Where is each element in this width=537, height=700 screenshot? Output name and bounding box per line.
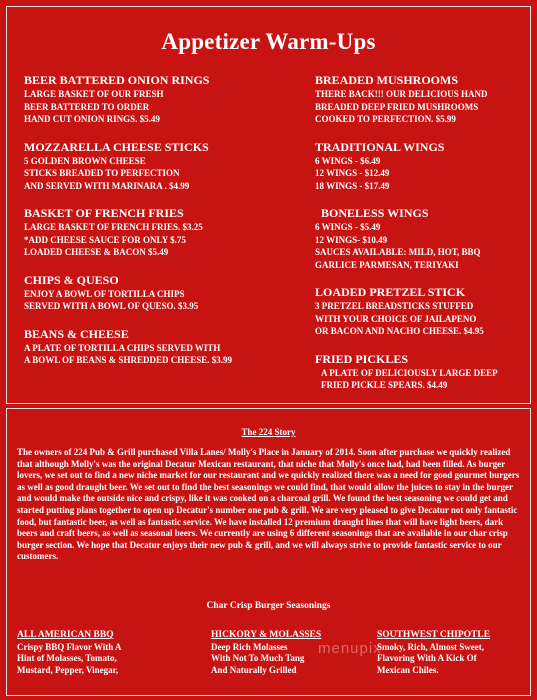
right-column xyxy=(315,73,530,406)
menu-item-description xyxy=(315,300,530,338)
description-line: ENJOY A BOWL OF TORTILLA CHIPS xyxy=(24,288,185,299)
description-line: 12 WINGS- $10.49 xyxy=(315,234,388,245)
seasoning-item xyxy=(17,630,187,676)
description-line: SAUCES AVAILABLE: MILD, HOT, BBQ xyxy=(315,247,481,257)
left-column xyxy=(24,73,304,381)
seasoning-line: And Naturally Grilled xyxy=(211,664,297,675)
description-line: LARGE BASKET OF FRENCH FRIES. $3.25 xyxy=(24,222,203,232)
description-line: 6 WINGS - $6.49 xyxy=(315,155,381,166)
description-line: GARLICE PARMESAN, TERIYAKI xyxy=(315,259,459,270)
description-line: HAND CUT ONION RINGS. $5.49 xyxy=(24,114,160,124)
description-line: SERVED WITH A BOWL OF QUESO. $3.95 xyxy=(24,301,199,311)
description-line: BEER BATTERED TO ORDER xyxy=(24,101,150,112)
menu-item-description xyxy=(24,221,304,259)
menu-item-name: CHIPS & QUESO xyxy=(24,272,119,287)
menu-item-name: BEER BATTERED ONION RINGS xyxy=(24,73,210,87)
seasonings-title: Char Crisp Burger Seasonings xyxy=(206,601,331,611)
menu-item xyxy=(24,206,304,259)
menu-item-description xyxy=(24,342,304,367)
menu-item xyxy=(315,285,530,338)
menu-item xyxy=(24,327,304,367)
description-line: A BOWL OF BEANS & SHREDDED CHEESE. $3.99 xyxy=(24,355,232,365)
description-line: A PLATE OF DELICIOUSLY LARGE DEEP xyxy=(321,367,498,378)
menu-item-description xyxy=(315,88,530,126)
menu-item-name: FRIED PICKLES xyxy=(315,351,409,366)
description-line: AND SERVED WITH MARINARA . $4.99 xyxy=(24,180,190,191)
seasoning-name: ALL AMERICAN BBQ xyxy=(17,630,114,640)
page-title: Appetizer Warm-Ups xyxy=(161,29,376,54)
description-line: 12 WINGS - $12.49 xyxy=(315,168,390,178)
description-line: WITH YOUR CHOICE OF JAILAPENO xyxy=(315,313,477,324)
menu-item xyxy=(24,273,304,313)
menu-item xyxy=(24,73,304,126)
description-line: 3 PRETZEL BREADSTICKS STUFFED xyxy=(315,301,474,311)
description-line: STICKS BREADED TO PERFECTION xyxy=(24,168,180,178)
menu-item-description xyxy=(24,88,304,126)
description-line: OR BACON AND NACHO CHEESE. $4.95 xyxy=(315,326,484,336)
description-line: 5 GOLDEN BROWN CHEESE xyxy=(24,155,146,166)
seasoning-line: Hint of Molasses, Tomato, xyxy=(17,653,117,663)
description-line: COOKED TO PERFECTION. $5.99 xyxy=(315,114,456,124)
menu-item-name: MOZZARELLA CHEESE STICKS xyxy=(24,139,209,154)
story-text: The owners of 224 Pub & Grill purchased Villa Lanes/ Molly's Place in January of 2014. Soon after purchase we quickly realized that although Molly's was the original Decatur Mexican restaurant, that niche that Molly's once had, had been filled. As burger lovers, we set out to find a new niche market for our restaurant and we quickly realized there was a need for good gourmet burgers as well as good draught beer. We set out to find the best seasonings we could find, that would allow the juices to stay in the burger and would make the outside nice and crispy, like it was cooked on a charcoal grill. We found the best seasoning we could get and started putting plans together to open up Decatur's number one pub & grill. We are very pleased to give Decatur not only fantastic food, but fantastic beer, as well as fantastic service. We have installed 12 premium draught lines that will have light beers, dark beers and craft beers, as well as seasonal beers. We currently are using 6 different seasonings that are available in our char crisp burger section. We hope that Decatur enjoys their new pub & grill, and we will always strive to provide fantastic service to our customers. xyxy=(17,447,520,562)
appetizer-section xyxy=(6,6,531,404)
description-line: BREADED DEEP FRIED MUSHROOMS xyxy=(315,101,479,112)
description-line: THERE BACK!!! OUR DELICIOUS HAND xyxy=(315,89,488,99)
seasoning-line: Flavoring With A Kick Of xyxy=(377,653,477,663)
description-line: 6 WINGS - $5.49 xyxy=(315,222,381,232)
menu-item xyxy=(315,352,530,392)
menu-item-name: TRADITIONAL WINGS xyxy=(315,139,445,154)
description-line: A PLATE OF TORTILLA CHIPS SERVED WITH xyxy=(24,342,221,353)
description-line: 18 WINGS - $17.49 xyxy=(315,180,390,191)
menu-item-description xyxy=(315,155,530,193)
menu-item-description xyxy=(315,221,530,271)
description-line: LOADED CHEESE & BACON $5.49 xyxy=(24,247,169,257)
seasoning-line: Mustard, Pepper, Vinegar, xyxy=(17,664,119,675)
menu-item-name: LOADED PRETZEL STICK xyxy=(315,285,466,299)
seasoning-name: SOUTHWEST CHIPOTLE xyxy=(377,630,491,640)
seasoning-line: Mexican Chiles. xyxy=(377,664,439,675)
menu-item-description xyxy=(315,367,530,392)
menu-item-description xyxy=(24,155,304,193)
menu-item-name: BONELESS WINGS xyxy=(321,206,429,220)
menu-item-name: BREADED MUSHROOMS xyxy=(315,73,459,87)
description-line: FRIED PICKLE SPEARS. $4.49 xyxy=(321,380,448,390)
description-line: *ADD CHEESE SAUCE FOR ONLY $.75 xyxy=(24,234,186,245)
menu-item-description xyxy=(24,288,304,313)
menu-item xyxy=(24,140,304,193)
menu-item-name: BASKET OF FRENCH FRIES xyxy=(24,206,184,220)
description-line: LARGE BASKET OF OUR FRESH xyxy=(24,89,164,99)
seasoning-line: Crispy BBQ Flavor With A xyxy=(17,641,122,652)
story-title: The 224 Story xyxy=(241,427,296,437)
seasoning-name: HICKORY & MOLASSES xyxy=(211,630,322,640)
seasoning-item xyxy=(377,630,527,676)
seasoning-line: Smoky, Rich, Almost Sweet, xyxy=(377,641,485,652)
seasoning-line: With Not To Much Tang xyxy=(211,653,305,663)
menu-item xyxy=(315,206,530,271)
menu-item xyxy=(315,73,530,126)
menu-item-name: BEANS & CHEESE xyxy=(24,326,129,341)
seasoning-line: Deep Rich Molasses xyxy=(211,641,288,652)
menu-item xyxy=(315,140,530,193)
story-section xyxy=(6,408,531,696)
watermark: menupix xyxy=(318,640,382,657)
